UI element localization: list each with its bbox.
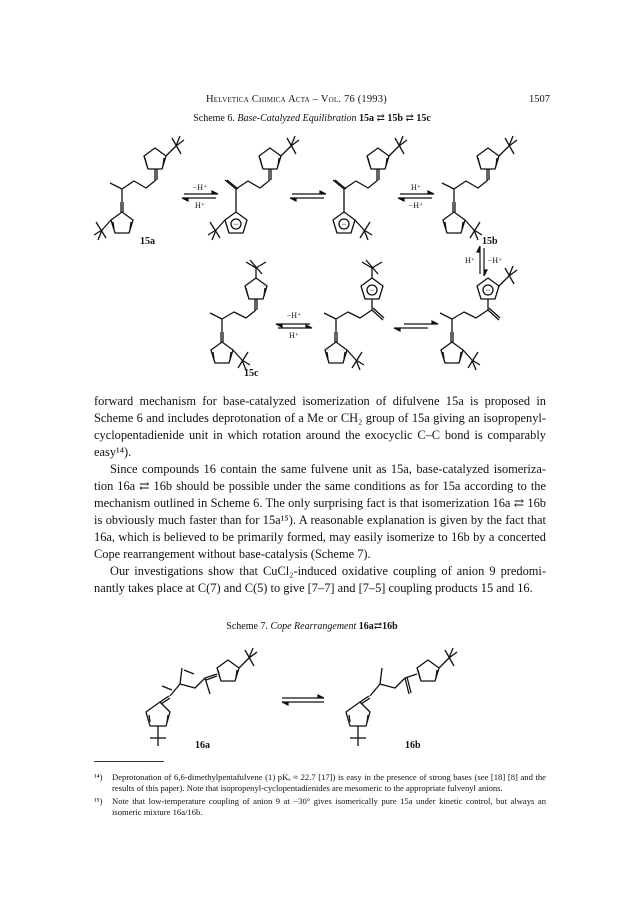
svg-text:−: − xyxy=(485,285,491,295)
vertical-right-label: −H⁺ xyxy=(487,256,503,265)
svg-text:−: − xyxy=(369,285,375,295)
scheme7-caption-compounds: 16a⇄16b xyxy=(358,621,398,632)
paragraph-3: Our investigations show that CuCl₂-induced oxidative coupling of anion 9 predomi-nantly takes place at C(7) and C(5) to give [7–7] and [7–5] coupling products 15 and 16. xyxy=(94,564,546,595)
structure-16a xyxy=(146,648,257,746)
structure-anion-3 xyxy=(324,260,384,370)
footnote-mark: ¹⁵) xyxy=(94,796,103,806)
structure-anion-4 xyxy=(440,266,517,370)
arrow4-bottom-label: H⁺ xyxy=(289,331,299,340)
footnote-15 xyxy=(94,796,546,818)
body-text xyxy=(94,393,546,597)
scheme7-diagram xyxy=(0,640,624,750)
label-16b: 16b xyxy=(405,740,421,750)
structure-anion-1 xyxy=(208,136,299,240)
scheme6-caption-title: Base-Catalyzed Equilibration xyxy=(237,113,357,124)
journal-title: Helvetica Chimica Acta – Vol. 76 (1993) xyxy=(206,94,387,105)
arrow1-bottom-label: H⁺ xyxy=(195,201,205,210)
arrow3-bottom-label: −H⁺ xyxy=(408,201,424,210)
structure-15a xyxy=(94,136,184,240)
footnotes xyxy=(94,772,546,820)
vertical-left-label: H⁺ xyxy=(465,256,475,265)
structure-16b xyxy=(346,648,457,746)
page-number: 1507 xyxy=(529,94,550,105)
label-16a: 16a xyxy=(195,740,210,750)
scheme6-caption xyxy=(0,113,624,124)
scheme6-caption-prefix: Scheme 6. xyxy=(193,113,235,124)
paragraph-2: Since compounds 16 contain the same fulvene unit as 15a, base-catalyzed isomeriza-tion 16a ⇄ 16b should be possible under the same conditions as for 15a according to the mechanism outlined in Scheme 6. The only surprising fact is that isomerization 16a ⇄ 16b is obviously much faster than for 15a¹⁵). A reasonable explanation is given by the fact that 16a, which is believed to be primarily formed, may easily isomerize to 16b by a concerted Cope rearrangement without base-catalysis (Scheme 7). xyxy=(94,462,546,561)
svg-text:−: − xyxy=(341,219,347,229)
footnote-mark: ¹⁴) xyxy=(94,772,103,782)
paragraph-1: forward mechanism for base-catalyzed isomerization of difulvene 15a is proposed in Scheme 6 and includes deprotonation of a Me or CH₂ group of 15a giving an isopropenyl-cyclopentadienide unit in which rotation around the exocyclic C–C bond is comparably easy¹⁴). xyxy=(94,394,546,459)
label-15b: 15b xyxy=(482,236,498,247)
structure-15c xyxy=(210,260,267,370)
scheme7-caption-title: Cope Rearrangement xyxy=(270,621,357,632)
arrow4-top-label: −H⁺ xyxy=(286,311,302,320)
arrow1-top-label: −H⁺ xyxy=(192,183,208,192)
structure-15b xyxy=(442,136,517,240)
arrow3-top-label: H⁺ xyxy=(411,183,421,192)
scheme6-diagram xyxy=(0,128,624,390)
scheme7-caption-prefix: Scheme 7. xyxy=(226,621,268,632)
footnote-text: Note that low-temperature coupling of anion 9 at −30° gives isomerically pure 15a under kinetic control, but always an isomeric mixture 16a/16b. xyxy=(112,796,546,817)
footnote-text: Deprotonation of 6,6-dimethylpentafulvene (1) pKₐ ≈ 22.7 [17]) is easy in the presence of strong bases (see [18] [8] and the results of this paper). Note that isopropenyl-cyclopentadienides are mesomeric to the appropriate fulvenyl anions. xyxy=(112,772,546,793)
scheme7-caption xyxy=(0,621,624,632)
svg-text:−: − xyxy=(233,219,239,229)
footnote-14 xyxy=(94,772,546,794)
footnote-rule xyxy=(94,761,164,762)
label-15c: 15c xyxy=(244,368,259,379)
scheme6-caption-compounds: 15a ⇄ 15b ⇄ 15c xyxy=(359,113,431,124)
label-15a: 15a xyxy=(140,236,155,247)
